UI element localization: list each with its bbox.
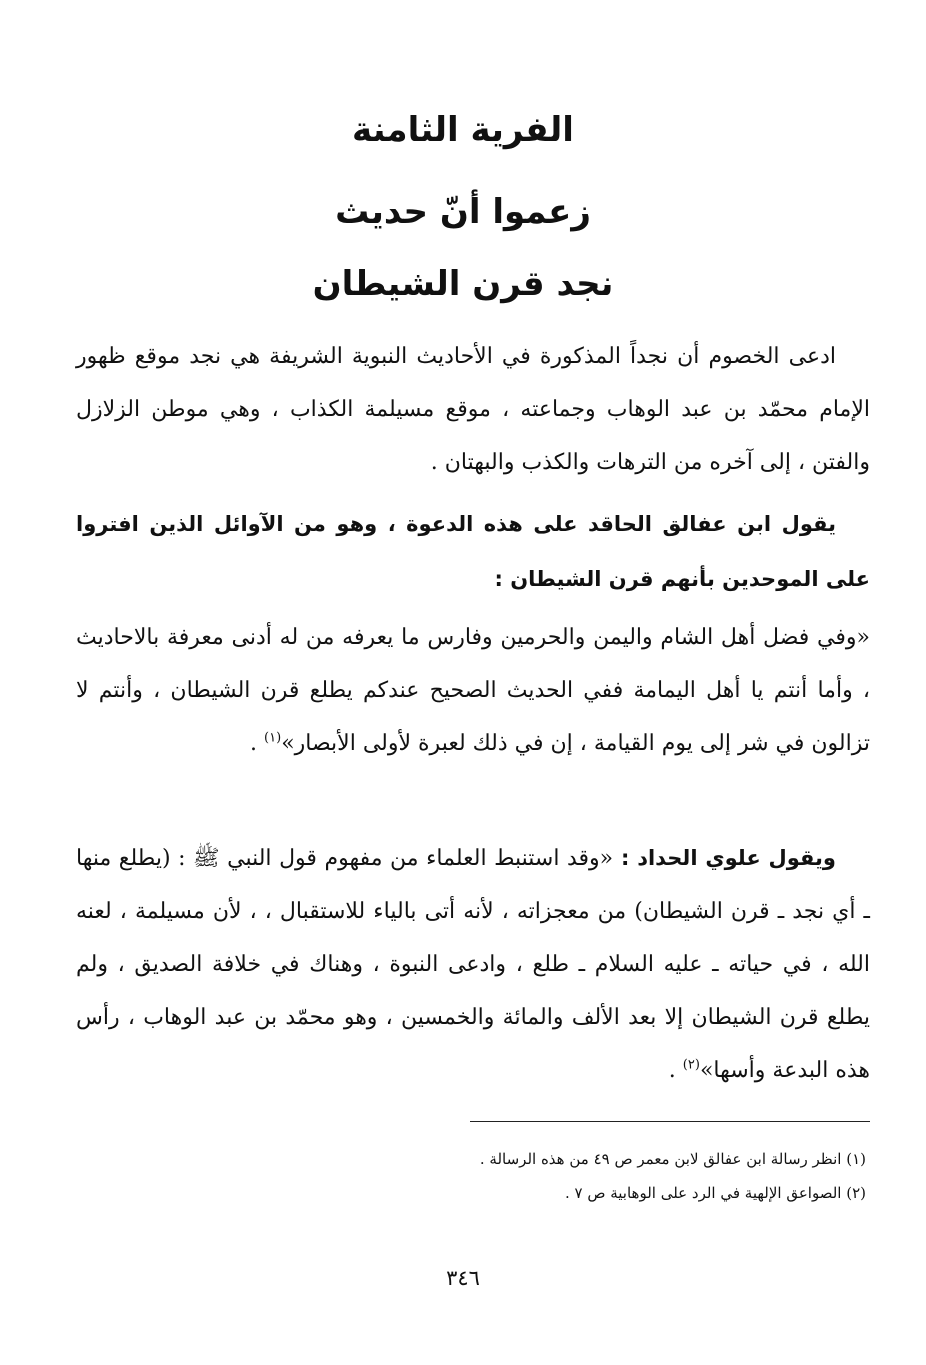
- page-number: ٣٤٦: [446, 1266, 480, 1290]
- quote-text: «وفي فضل أهل الشام واليمن والحرمين وفارس ما يعرفه من له أدنى معرفة بالاحاديث ، وأما أنتم يا أهل اليمامة ففي الحديث الصحيح عندكم يطلع قرن الشيطان ، وأنتم لا تزالون في شر إلى يوم القيامة ، إن في ذلك لعبرة لأولى الأبصار»: [76, 625, 870, 756]
- alawi-haddad-paragraph: [76, 832, 870, 1097]
- ibn-afaliq-intro-paragraph: يقول ابن عفالق الحاقد على هذه الدعوة ، وهو من الآوائل الذين افتروا على الموحدين بأنهم قرن الشيطان :: [76, 512, 870, 591]
- chapter-subtitle-line-2: نجد قرن الشيطان: [312, 264, 614, 304]
- quote-end: .: [250, 731, 265, 756]
- footnote-ref-1[interactable]: (١): [264, 730, 282, 746]
- intro-paragraph: ادعى الخصوم أن نجداً المذكورة في الأحاديث النبوية الشريفة هي نجد موقع ظهور الإمام محمّد بن عبد الوهاب وجماعته ، موقع مسيلمة الكذاب ، وهي موطن الزلازل والفتن ، إلى آخره من الترهات والكذب والبهتان .: [76, 344, 870, 475]
- chapter-title: الفرية الثامنة: [352, 110, 574, 150]
- footnotes-list: [60, 1142, 866, 1210]
- footnote-item: (٢) الصواعق الإلهية في الرد على الوهابية ص ٧ .: [564, 1184, 866, 1202]
- footnote-item: (١) انظر رسالة ابن عفالق لابن معمر ص ٤٩ من هذه الرسالة .: [479, 1150, 866, 1168]
- chapter-subtitle-line-1: زعموا أنّ حديث: [335, 192, 591, 232]
- ibn-afaliq-quote-paragraph: [76, 611, 870, 770]
- quote-text: «وقد استنبط العلماء من مفهوم قول النبي ﷺ : (يطلع منها ـ أي نجد ـ قرن الشيطان) من معجزاته ، لأنه أتى بالياء للاستقبال ، ، لأن مسيلمة ، لعنه الله ، في حياته ـ عليه السلام ـ طلع ، وادعى النبوة ، وهناك في خلافة الصديق ، ولم يطلع قرن الشيطان إلا بعد الألف والمائة والخمسين ، وهو محمّد بن عبد الوهاب ، رأس هذه البدعة وأسها»: [76, 846, 870, 1083]
- quote-end: .: [668, 1058, 683, 1083]
- footnote-ref-2[interactable]: (٢): [682, 1057, 700, 1073]
- paragraph-lead: ويقول علوي الحداد :: [613, 846, 836, 870]
- footnote-divider: [470, 1121, 870, 1122]
